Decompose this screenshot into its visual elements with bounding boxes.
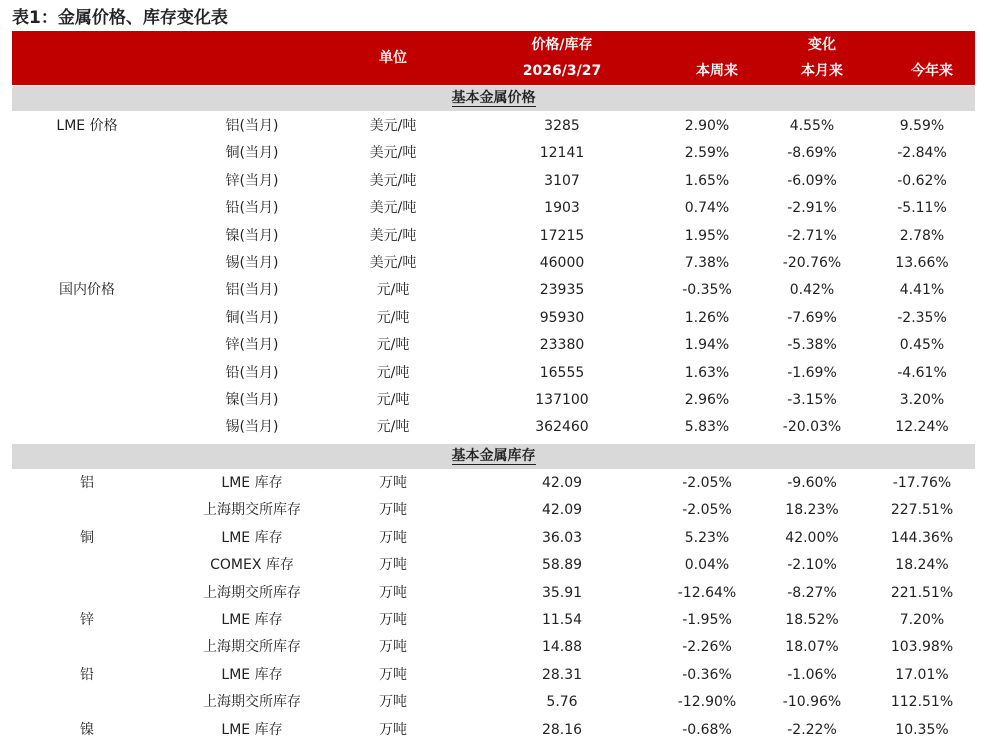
cell-group bbox=[32, 360, 142, 387]
cell-unit: 万吨 bbox=[379, 584, 407, 601]
table-row bbox=[12, 634, 975, 661]
cell-unit: 万吨 bbox=[379, 639, 407, 656]
cell-week: -12.64% bbox=[677, 584, 737, 601]
cell-ytd: -17.76% bbox=[892, 475, 952, 491]
cell-group bbox=[32, 497, 142, 524]
header-price-date: 2026/3/27 bbox=[522, 63, 602, 79]
cell-week: -12.90% bbox=[677, 694, 737, 711]
cell-item: 上海期交所库存 bbox=[203, 502, 301, 519]
table-row bbox=[12, 277, 975, 304]
cell-month: 18.07% bbox=[785, 639, 839, 656]
cell-unit: 万吨 bbox=[379, 502, 407, 519]
table-row bbox=[12, 223, 975, 250]
cell-month: -8.27% bbox=[787, 584, 837, 601]
cell-ytd: 0.45% bbox=[899, 337, 945, 354]
cell-week: -2.05% bbox=[682, 502, 732, 519]
table-row bbox=[12, 360, 975, 387]
cell-month: 42.00% bbox=[785, 529, 839, 546]
cell-item: 铅(当月) bbox=[225, 200, 279, 217]
cell-week: 7.38% bbox=[684, 255, 730, 271]
cell-value: 3107 bbox=[544, 172, 580, 189]
cell-unit: 元/吨 bbox=[376, 282, 410, 299]
cell-value: 35.91 bbox=[541, 584, 583, 601]
cell-unit: 元/吨 bbox=[376, 392, 410, 408]
cell-item: LME 库存 bbox=[221, 529, 283, 546]
cell-month: 18.23% bbox=[785, 502, 839, 519]
cell-week: -0.35% bbox=[682, 282, 732, 299]
cell-value: 137100 bbox=[535, 392, 589, 408]
cell-ytd: 221.51% bbox=[890, 584, 954, 601]
cell-group: LME 价格 bbox=[56, 118, 118, 134]
cell-month: -9.60% bbox=[787, 475, 837, 491]
cell-value: 11.54 bbox=[541, 612, 583, 628]
table-row bbox=[12, 414, 975, 441]
header-ytd: 今年来 bbox=[911, 63, 953, 79]
cell-item: COMEX 库存 bbox=[210, 557, 294, 574]
cell-item: 上海期交所库存 bbox=[203, 694, 301, 711]
cell-week: 2.59% bbox=[684, 145, 730, 162]
cell-week: 5.23% bbox=[684, 529, 730, 546]
cell-week: 1.26% bbox=[684, 309, 730, 326]
cell-value: 42.09 bbox=[541, 502, 583, 519]
cell-week: 2.96% bbox=[684, 392, 730, 408]
table-row bbox=[12, 689, 975, 716]
cell-week: 1.94% bbox=[684, 337, 730, 354]
cell-value: 36.03 bbox=[541, 529, 583, 546]
cell-group: 国内价格 bbox=[59, 282, 115, 299]
cell-week: -1.95% bbox=[682, 612, 732, 628]
cell-month: -2.91% bbox=[787, 200, 837, 217]
cell-group bbox=[32, 580, 142, 607]
cell-group bbox=[32, 223, 142, 250]
cell-group bbox=[32, 250, 142, 277]
section-inventory-label: 基本金属库存 bbox=[451, 448, 536, 464]
cell-ytd: 10.35% bbox=[895, 721, 949, 738]
cell-group bbox=[32, 689, 142, 716]
table-row bbox=[12, 305, 975, 332]
table-row bbox=[12, 525, 975, 552]
cell-ytd: -0.62% bbox=[897, 172, 947, 189]
cell-ytd: 227.51% bbox=[890, 502, 954, 519]
table-row bbox=[12, 717, 975, 744]
cell-week: -0.36% bbox=[682, 666, 732, 683]
cell-group bbox=[32, 332, 142, 359]
cell-unit: 美元/吨 bbox=[369, 227, 417, 244]
cell-month: -2.71% bbox=[787, 227, 837, 244]
cell-item: LME 库存 bbox=[221, 612, 283, 628]
cell-value: 58.89 bbox=[541, 557, 583, 574]
cell-value: 16555 bbox=[539, 364, 585, 381]
cell-month: -1.06% bbox=[787, 666, 837, 683]
cell-item: 镍(当月) bbox=[225, 227, 279, 244]
table-row bbox=[12, 387, 975, 414]
table-row bbox=[12, 497, 975, 524]
cell-value: 28.16 bbox=[541, 721, 583, 738]
cell-month: -7.69% bbox=[787, 309, 837, 326]
cell-ytd: 9.59% bbox=[899, 118, 945, 134]
cell-week: 2.90% bbox=[684, 118, 730, 134]
cell-item: LME 库存 bbox=[221, 475, 283, 491]
header-price-label: 价格/库存 bbox=[531, 37, 593, 53]
cell-value: 362460 bbox=[535, 419, 589, 436]
cell-month: -5.38% bbox=[787, 337, 837, 354]
cell-week: 5.83% bbox=[684, 419, 730, 436]
section-inventory bbox=[12, 444, 975, 469]
cell-unit: 万吨 bbox=[379, 694, 407, 711]
cell-ytd: 13.66% bbox=[895, 255, 949, 271]
cell-group bbox=[32, 305, 142, 332]
cell-value: 3285 bbox=[544, 118, 580, 134]
cell-week: -2.26% bbox=[682, 639, 732, 656]
cell-value: 5.76 bbox=[546, 694, 578, 711]
cell-unit: 美元/吨 bbox=[369, 172, 417, 189]
cell-unit: 万吨 bbox=[379, 475, 407, 491]
cell-week: 1.65% bbox=[684, 172, 730, 189]
cell-item: 铝(当月) bbox=[225, 118, 279, 134]
cell-unit: 元/吨 bbox=[376, 419, 410, 436]
cell-value: 17215 bbox=[539, 227, 585, 244]
cell-item: 锡(当月) bbox=[225, 419, 279, 436]
cell-week: 0.04% bbox=[684, 557, 730, 574]
cell-month: 18.52% bbox=[785, 612, 839, 628]
table-row bbox=[12, 470, 975, 497]
cell-unit: 元/吨 bbox=[376, 337, 410, 354]
cell-group: 锌 bbox=[80, 612, 94, 628]
table-title: 表1：金属价格、库存变化表 bbox=[12, 8, 228, 28]
cell-month: -3.15% bbox=[787, 392, 837, 408]
section-prices-label: 基本金属价格 bbox=[451, 90, 536, 106]
cell-ytd: 103.98% bbox=[890, 639, 954, 656]
cell-month: -1.69% bbox=[787, 364, 837, 381]
cell-value: 95930 bbox=[539, 309, 585, 326]
header-month: 本月来 bbox=[801, 63, 843, 79]
cell-week: 0.74% bbox=[684, 200, 730, 217]
cell-item: 锡(当月) bbox=[225, 255, 279, 271]
cell-month: -10.96% bbox=[782, 694, 842, 711]
table-row bbox=[12, 113, 975, 140]
cell-item: 锌(当月) bbox=[225, 337, 279, 354]
cell-value: 14.88 bbox=[541, 639, 583, 656]
table-row bbox=[12, 662, 975, 689]
table-row bbox=[12, 607, 975, 634]
cell-group bbox=[32, 168, 142, 195]
cell-week: -0.68% bbox=[682, 721, 732, 738]
cell-ytd: 112.51% bbox=[890, 694, 954, 711]
cell-unit: 万吨 bbox=[379, 612, 407, 628]
cell-unit: 元/吨 bbox=[376, 309, 410, 326]
cell-group: 铜 bbox=[80, 529, 94, 546]
cell-unit: 万吨 bbox=[379, 557, 407, 574]
cell-month: -20.76% bbox=[782, 255, 842, 271]
cell-ytd: 2.78% bbox=[899, 227, 945, 244]
header-week: 本周来 bbox=[696, 63, 738, 79]
cell-group: 铅 bbox=[80, 666, 94, 683]
cell-group: 镍 bbox=[80, 721, 94, 738]
cell-week: -2.05% bbox=[682, 475, 732, 491]
table-header bbox=[12, 31, 975, 85]
table-row bbox=[12, 140, 975, 167]
cell-unit: 万吨 bbox=[379, 529, 407, 546]
cell-group bbox=[32, 387, 142, 414]
cell-item: 镍(当月) bbox=[225, 392, 279, 408]
cell-group bbox=[32, 414, 142, 441]
table-row bbox=[12, 332, 975, 359]
cell-item: 上海期交所库存 bbox=[203, 584, 301, 601]
cell-month: -2.10% bbox=[787, 557, 837, 574]
cell-unit: 美元/吨 bbox=[369, 255, 417, 271]
cell-group: 铝 bbox=[80, 475, 94, 491]
cell-unit: 美元/吨 bbox=[369, 118, 417, 134]
cell-item: LME 库存 bbox=[221, 721, 283, 738]
cell-unit: 万吨 bbox=[379, 721, 407, 738]
cell-ytd: 18.24% bbox=[895, 557, 949, 574]
cell-ytd: 4.41% bbox=[899, 282, 945, 299]
cell-ytd: 17.01% bbox=[895, 666, 949, 683]
cell-value: 46000 bbox=[539, 255, 585, 271]
table-row bbox=[12, 552, 975, 579]
cell-item: 铜(当月) bbox=[225, 309, 279, 326]
table-row bbox=[12, 250, 975, 277]
cell-ytd: -4.61% bbox=[897, 364, 947, 381]
cell-item: 铅(当月) bbox=[225, 364, 279, 381]
cell-ytd: -2.35% bbox=[897, 309, 947, 326]
cell-value: 23935 bbox=[539, 282, 585, 299]
cell-value: 42.09 bbox=[541, 475, 583, 491]
cell-week: 1.95% bbox=[684, 227, 730, 244]
cell-item: 锌(当月) bbox=[225, 172, 279, 189]
section-prices bbox=[12, 86, 975, 111]
cell-ytd: -2.84% bbox=[897, 145, 947, 162]
cell-month: -2.22% bbox=[787, 721, 837, 738]
cell-ytd: 12.24% bbox=[895, 419, 949, 436]
cell-ytd: 3.20% bbox=[899, 392, 945, 408]
cell-value: 28.31 bbox=[541, 666, 583, 683]
table-row bbox=[12, 168, 975, 195]
header-unit: 单位 bbox=[379, 50, 407, 66]
cell-ytd: 7.20% bbox=[899, 612, 945, 628]
cell-week: 1.63% bbox=[684, 364, 730, 381]
cell-value: 23380 bbox=[539, 337, 585, 354]
cell-value: 1903 bbox=[544, 200, 580, 217]
cell-ytd: 144.36% bbox=[890, 529, 954, 546]
cell-group bbox=[32, 552, 142, 579]
cell-item: 铜(当月) bbox=[225, 145, 279, 162]
cell-ytd: -5.11% bbox=[897, 200, 947, 217]
cell-unit: 元/吨 bbox=[376, 364, 410, 381]
cell-unit: 美元/吨 bbox=[369, 200, 417, 217]
cell-value: 12141 bbox=[539, 145, 585, 162]
table-row bbox=[12, 580, 975, 607]
cell-group bbox=[32, 195, 142, 222]
cell-group bbox=[32, 634, 142, 661]
cell-unit: 美元/吨 bbox=[369, 145, 417, 162]
cell-month: 4.55% bbox=[789, 118, 835, 134]
cell-month: -8.69% bbox=[787, 145, 837, 162]
cell-item: LME 库存 bbox=[221, 666, 283, 683]
header-change: 变化 bbox=[808, 37, 836, 53]
cell-month: -20.03% bbox=[782, 419, 842, 436]
cell-unit: 万吨 bbox=[379, 666, 407, 683]
cell-group bbox=[32, 140, 142, 167]
cell-month: 0.42% bbox=[789, 282, 835, 299]
table-row bbox=[12, 195, 975, 222]
cell-month: -6.09% bbox=[787, 172, 837, 189]
cell-item: 上海期交所库存 bbox=[203, 639, 301, 656]
cell-item: 铝(当月) bbox=[225, 282, 279, 299]
